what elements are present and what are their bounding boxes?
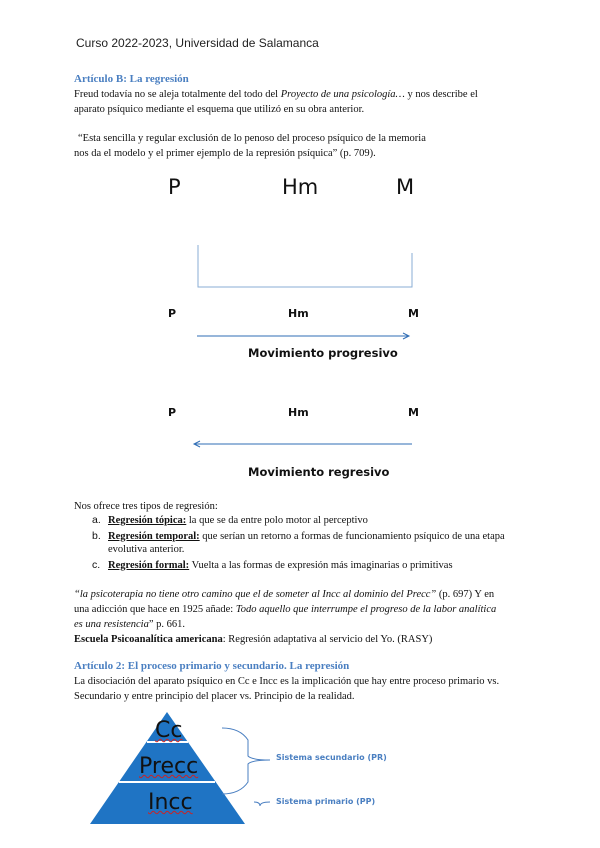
quote2-text-3: ” p. 661. (148, 619, 186, 630)
quote2-line2: una adicción que hace en 1925 añade: (74, 604, 236, 615)
progresivo-label-m: M (408, 307, 419, 320)
apparatus-bracket (190, 245, 420, 295)
p1-text-a: Freud todavía no se aleja totalmente del todo del (74, 89, 281, 100)
progresivo-label-p: P (168, 307, 177, 320)
quote2-italic-1: “la psicoterapia no tiene otro camino que el de someter al Incc al dominio del Precc” (74, 589, 437, 600)
regresivo-caption: Movimiento regresivo (248, 465, 390, 479)
pyramid-incc (148, 790, 193, 815)
type-text: que serían un retorno a formas de funcionamiento psíquico de una etapa evolutiva anterior. (108, 530, 505, 555)
section-b-paragraph (74, 87, 534, 117)
type-label: Regresión tópica: (108, 515, 187, 526)
diagram-label-p: P (168, 175, 181, 199)
quote-line-1: “Esta sencilla y regular exclusión de lo penoso del proceso psíquico de la memoria (78, 133, 426, 144)
label-secondary-system: Sistema secundario (PR) (276, 753, 387, 762)
section-2-line1: La disociación del aparato psíquico en Cc e Incc es la implicación que hay entre proceso primario vs. (74, 676, 500, 687)
school-label: Escuela Psicoanalítica americana (74, 634, 223, 645)
list-item (74, 530, 524, 557)
freud-quote (74, 131, 426, 161)
list-marker: c. (92, 558, 101, 571)
p1-line2: aparato psíquico mediante el esquema que utilizó en su obra anterior. (74, 104, 365, 115)
quote2-italic-3: es una resistencia (74, 619, 149, 630)
list-marker: a. (92, 514, 101, 526)
pyramid-cc-text: Cc (155, 718, 183, 743)
right-arrow-icon (195, 331, 415, 341)
quote2-italic-2: Todo aquello que interrumpe el progreso de la labor analítica (235, 604, 497, 615)
school-text: : Regresión adaptativa al servicio del Yo. (RASY) (222, 634, 433, 645)
section-b-title: Artículo B: La regresión (74, 73, 189, 85)
quote-line-2: nos da el modelo y el primer ejemplo de la represión psíquica” (p. 709). (74, 148, 376, 159)
system-brackets (220, 720, 280, 820)
regresivo-label-m: M (408, 406, 419, 419)
regression-types-list (74, 514, 524, 572)
progresivo-label-hm: Hm (288, 307, 309, 320)
psychotherapy-quote (74, 587, 534, 647)
type-text: la que se da entre polo motor al perceptivo (186, 515, 368, 526)
diagram-label-hm: Hm (282, 175, 319, 199)
pyramid-cc (155, 718, 182, 743)
section-2-title: Artículo 2: El proceso primario y secundario. La represión (74, 660, 350, 672)
regresivo-label-p: P (168, 406, 177, 419)
pyramid-precc (139, 754, 198, 779)
p1-italic: Proyecto de una psicología… (280, 89, 405, 100)
pyramid-precc-text: Precc (139, 754, 199, 779)
progresivo-caption: Movimiento progresivo (248, 346, 398, 360)
list-item (74, 559, 524, 573)
type-text: Vuelta a las formas de expresión más imaginarias o primitivas (189, 559, 453, 571)
p1-text-b: y nos describe el (404, 89, 478, 100)
pyramid-incc-text: Incc (148, 790, 193, 815)
type-label: Regresión formal: (108, 559, 190, 571)
section-2-paragraph (74, 674, 544, 704)
page-header: Curso 2022-2023, Universidad de Salamanca (76, 36, 319, 50)
list-item (74, 514, 524, 528)
quote2-text-1: (p. 697) Y en (436, 589, 495, 600)
types-intro: Nos ofrece tres tipos de regresión: (74, 501, 218, 512)
list-marker: b. (92, 529, 101, 542)
regresivo-label-hm: Hm (288, 406, 309, 419)
label-primary-system: Sistema primario (PP) (276, 797, 376, 806)
diagram-label-m: M (396, 175, 415, 199)
type-label: Regresión temporal: (108, 530, 200, 542)
left-arrow-icon (190, 439, 415, 449)
section-2-line2: Secundario y entre principio del placer vs. Principio de la realidad. (74, 691, 355, 702)
